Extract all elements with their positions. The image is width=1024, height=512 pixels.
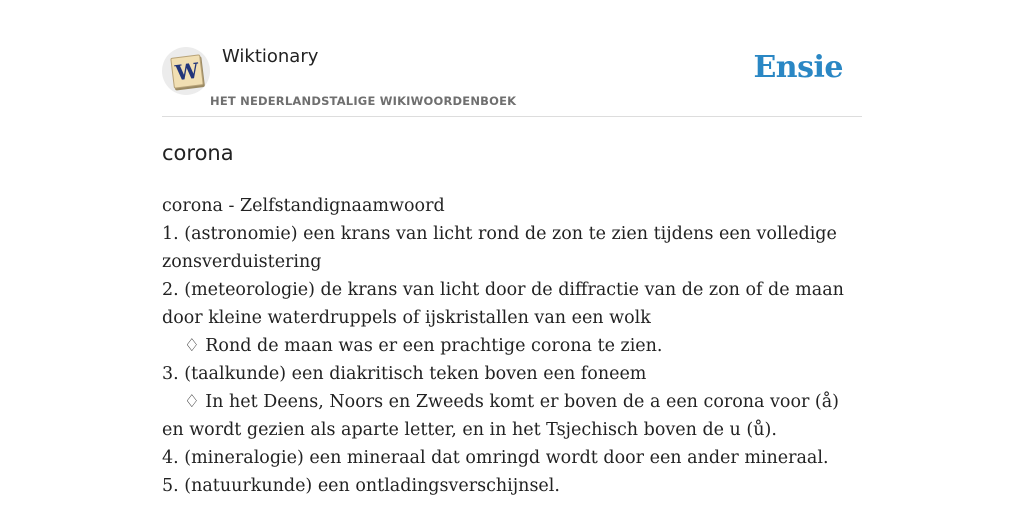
w-tile-icon: W [170,54,204,88]
entry-heading: corona - Zelfstandignaamwoord [162,196,445,216]
site-tagline: HET NEDERLANDSTALIGE WIKIWOORDENBOEK [210,94,517,108]
example-2: ♢ Rond de maan was er een prachtige corona te zien. [184,336,663,356]
definition-4: 4. (mineralogie) een mineraal dat omringd wordt door een ander mineraal. [162,448,829,468]
example-3: ♢ In het Deens, Noors en Zweeds komt er boven de a een corona voor (å) en wordt gezien als aparte letter, en in het Tsjechisch boven de u (ů). [162,392,839,440]
definition-1: 1. (astronomie) een krans van licht rond de zon te zien tijdens een volledige zonsverduistering [162,224,837,272]
page-title: corona [162,141,234,165]
site-header [162,0,862,117]
definition-2: 2. (meteorologie) de krans van licht door de diffractie van de zon of de maan door kleine waterdruppels of ijskristallen van een wolk [162,280,844,328]
wiktionary-logo[interactable] [162,47,210,95]
ensie-brand-link[interactable]: Ensie [753,50,843,85]
definition-3: 3. (taalkunde) een diakritisch teken boven een foneem [162,364,647,384]
site-name[interactable]: Wiktionary [222,46,319,67]
definition-5: 5. (natuurkunde) een ontladingsverschijnsel. [162,476,560,496]
entry-content [162,192,852,500]
